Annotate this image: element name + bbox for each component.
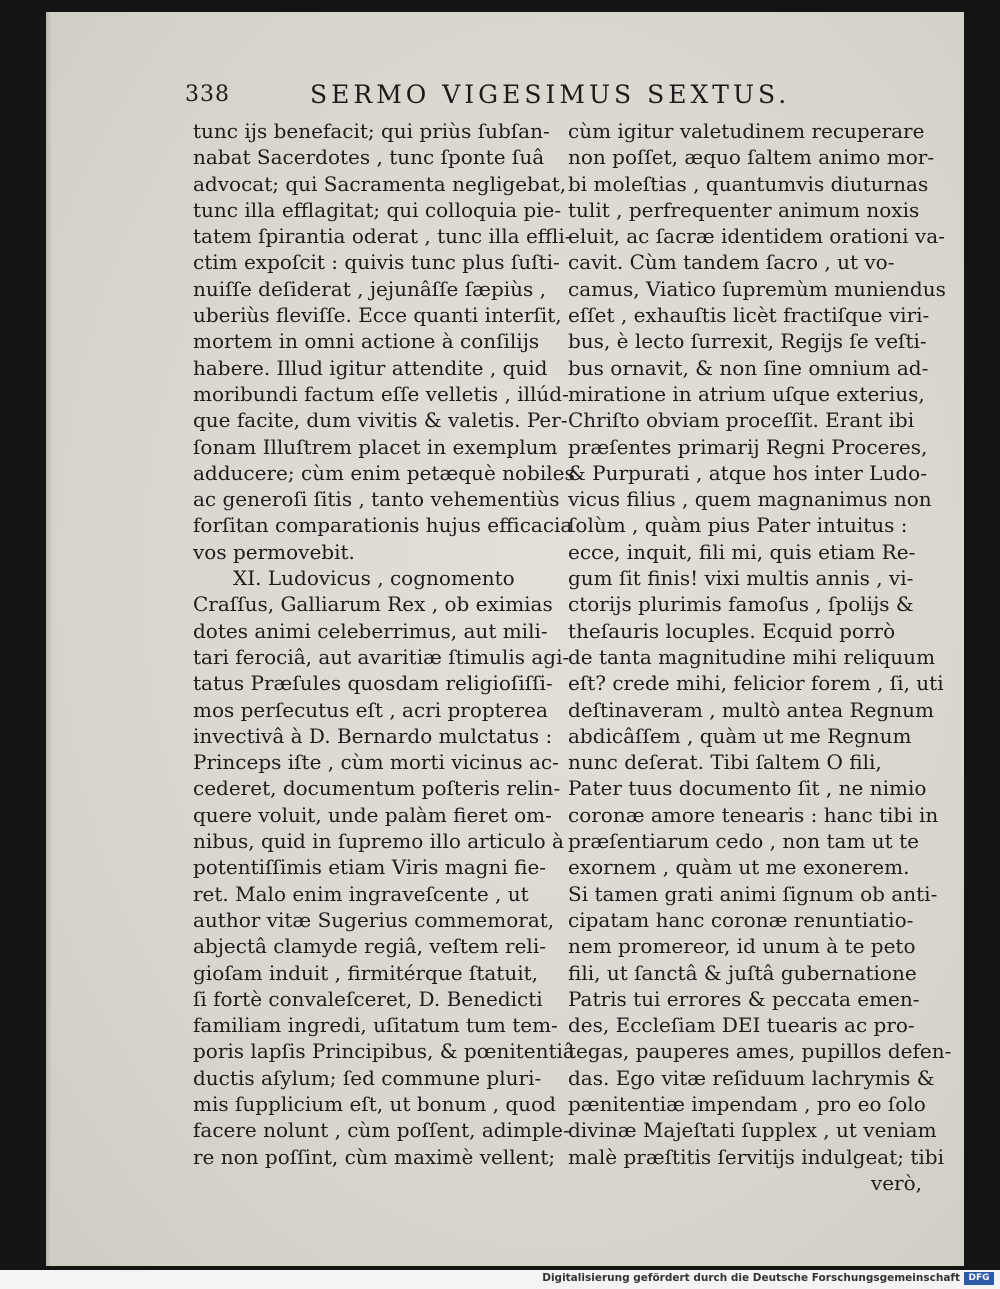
text-line: ſonam Illuſtrem placet in exemplum xyxy=(193,434,558,459)
running-title: SERMO VIGESIMUS SEXTUS. xyxy=(310,80,791,109)
text-line: eluit, ac ſacræ identidem orationi va- xyxy=(568,224,945,249)
text-line: ret. Malo enim ingraveſcente , ut xyxy=(193,881,529,906)
text-line: Si tamen grati animi ſignum ob anti- xyxy=(568,881,938,906)
text-line: habere. Illud igitur attendite , quid xyxy=(193,355,548,380)
text-line: abjectâ clamyde regiâ, veſtem reli- xyxy=(193,934,546,959)
text-line: cederet, documentum poſteris relin- xyxy=(193,776,561,801)
text-line: gioſam induit , firmitérque ſtatuit, xyxy=(193,960,538,985)
text-line: cavit. Cùm tandem ſacro , ut vo- xyxy=(568,250,895,275)
text-line: familiam ingredi, uſitatum tum tem- xyxy=(193,1013,558,1038)
text-line: ctorijs plurimis famoſus , ſpolijs & xyxy=(568,592,914,617)
text-line: verò, xyxy=(870,1170,922,1195)
text-line: non poſſet, æquo ſaltem animo mor- xyxy=(568,145,935,170)
text-line: tatus Præſules quosdam religioſiſſi- xyxy=(193,671,553,696)
text-line: pænitentiæ impendam , pro eo ſolo xyxy=(568,1091,926,1116)
text-line: gum ſit finis! vixi multis annis , vi- xyxy=(568,566,914,591)
text-line: des, Eccleſiam DEI tuearis ac pro- xyxy=(568,1013,915,1038)
text-line: exornem , quàm ut me exonerem. xyxy=(568,855,910,880)
text-line: mos perſecutus eſt , acri propterea xyxy=(193,697,548,722)
text-line: vos permovebit. xyxy=(193,539,355,564)
text-line: nunc deſerat. Tibi ſaltem O fili, xyxy=(568,750,882,775)
text-line: de tanta magnitudine mihi reliquum xyxy=(568,644,936,669)
text-line: bi moleſtias , quantumvis diuturnas xyxy=(568,171,929,196)
right-text-column xyxy=(568,118,952,1196)
text-line: cipatam hanc coronæ renuntiatio- xyxy=(568,907,914,932)
text-line: XI. Ludovicus , cognomento xyxy=(233,566,515,591)
left-text-column xyxy=(193,118,575,1170)
text-line: camus, Viatico ſupremùm muniendus xyxy=(568,276,946,301)
text-line: malè præſtitis ſervitijs indulgeat; tibi xyxy=(568,1144,944,1169)
text-line: tegas, pauperes ames, pupillos defen- xyxy=(568,1039,952,1064)
page-edge-shadow xyxy=(46,12,52,1266)
text-line: poris lapſis Principibus, & pœnitentiâ xyxy=(193,1039,575,1064)
text-line: theſauris locuples. Ecquid porrò xyxy=(568,618,896,643)
text-line: potentiſſimis etiam Viris magni fie- xyxy=(193,855,547,880)
text-line: ſolùm , quàm pius Pater intuitus : xyxy=(568,513,908,538)
text-line: ctim expoſcit : quivis tunc plus ſuſti- xyxy=(193,250,560,275)
text-line: ſi fortè convaleſceret, D. Benedicti xyxy=(193,986,543,1011)
text-line: nabat Sacerdotes , tunc ſponte ſuâ xyxy=(193,145,545,170)
text-line: bus, è lecto ſurrexit, Regijs ſe veſti- xyxy=(568,329,927,354)
text-line: tari ferociâ, aut avaritiæ ſtimulis agi- xyxy=(193,644,570,669)
text-line: coronæ amore tenearis : hanc tibi in xyxy=(568,802,939,827)
text-line: tunc illa efflagitat; qui colloquia pie- xyxy=(193,197,562,222)
text-line: que facite, dum vivitis & valetis. Per- xyxy=(193,408,568,433)
funding-credit: Digitalisierung gefördert durch die Deutsche Forschungsgemeinschaft xyxy=(542,1272,960,1284)
text-line: re non poſſint, cùm maximè vellent; xyxy=(193,1144,556,1169)
text-line: Princeps iſte , cùm morti vicinus ac- xyxy=(193,750,559,775)
page-header xyxy=(185,78,791,118)
text-line: eſt? crede mihi, felicior forem , ſi, uti xyxy=(568,671,944,696)
text-line: præſentiarum cedo , non tam ut te xyxy=(568,829,919,854)
text-line: tatem ſpirantia oderat , tunc illa effli- xyxy=(193,224,572,249)
text-line: eſſet , exhauſtis licèt fractiſque viri- xyxy=(568,303,930,328)
text-line: adducere; cùm enim petæquè nobiles xyxy=(193,460,575,485)
text-line: ecce, inquit, fili mi, quis etiam Re- xyxy=(568,539,916,564)
text-line: quere voluit, unde palàm fieret om- xyxy=(193,802,552,827)
text-line: das. Ego vitæ reſiduum lachrymis & xyxy=(568,1065,935,1090)
text-line: forſitan comparationis hujus efficacia xyxy=(193,513,573,538)
text-line: ductis aſylum; ſed commune pluri- xyxy=(193,1065,542,1090)
text-line: Pater tuus documento ſit , ne nimio xyxy=(568,776,927,801)
text-line: cùm igitur valetudinem recuperare xyxy=(568,119,925,143)
text-line: bus ornavit, & non ſine omnium ad- xyxy=(568,355,929,380)
page-number: 338 xyxy=(185,82,230,107)
text-line: divinæ Majeſtati ſupplex , ut veniam xyxy=(568,1118,937,1143)
text-line: tulit , perfrequenter animum noxis xyxy=(568,197,920,222)
text-line: facere nolunt , cùm poſſent, adimple- xyxy=(193,1118,570,1143)
text-line: author vitæ Sugerius commemorat, xyxy=(193,907,555,932)
text-line: abdicâſſem , quàm ut me Regnum xyxy=(568,723,912,748)
text-line: nuiſſe deſiderat , jejunâſſe ſæpiùs , xyxy=(193,276,547,301)
text-line: vicus filius , quem magnanimus non xyxy=(568,487,932,512)
text-line: deſtinaveram , multò antea Regnum xyxy=(568,697,934,722)
text-line: dotes animi celeberrimus, aut mili- xyxy=(193,618,548,643)
text-line: præſentes primarij Regni Proceres, xyxy=(568,434,928,459)
text-line: advocat; qui Sacramenta negligebat, xyxy=(193,171,567,196)
text-line: fili, ut ſanctâ & juſtâ gubernatione xyxy=(568,960,917,985)
text-line: Patris tui errores & peccata emen- xyxy=(568,986,920,1011)
text-line: tunc ijs benefacit; qui priùs ſubſan- xyxy=(193,119,550,143)
text-line: miratione in atrium uſque exterius, xyxy=(568,381,925,406)
text-line: Chriſto obviam proceſſit. Erant ibi xyxy=(568,408,915,433)
text-line: mortem in omni actione à conſilijs xyxy=(193,329,540,354)
text-line: nibus, quid in ſupremo illo articulo à xyxy=(193,829,564,854)
text-line: & Purpurati , atque hos inter Ludo- xyxy=(568,460,927,485)
text-line: mis ſupplicium eſt, ut bonum , quod xyxy=(193,1091,556,1116)
text-line: nem promereor, id unum à te peto xyxy=(568,934,916,959)
text-line: moribundi factum eſſe velletis , illúd- xyxy=(193,381,569,406)
text-line: invectivâ à D. Bernardo mulctatus : xyxy=(193,723,553,748)
text-line: ac generoſi ſitis , tanto vehementiùs xyxy=(193,487,560,512)
dfg-logo: DFG xyxy=(964,1272,994,1285)
text-line: Craſſus, Galliarum Rex , ob eximias xyxy=(193,592,553,617)
footer-bar xyxy=(0,1270,1000,1289)
text-line: uberiùs fleviſſe. Ecce quanti interſit, xyxy=(193,303,562,328)
